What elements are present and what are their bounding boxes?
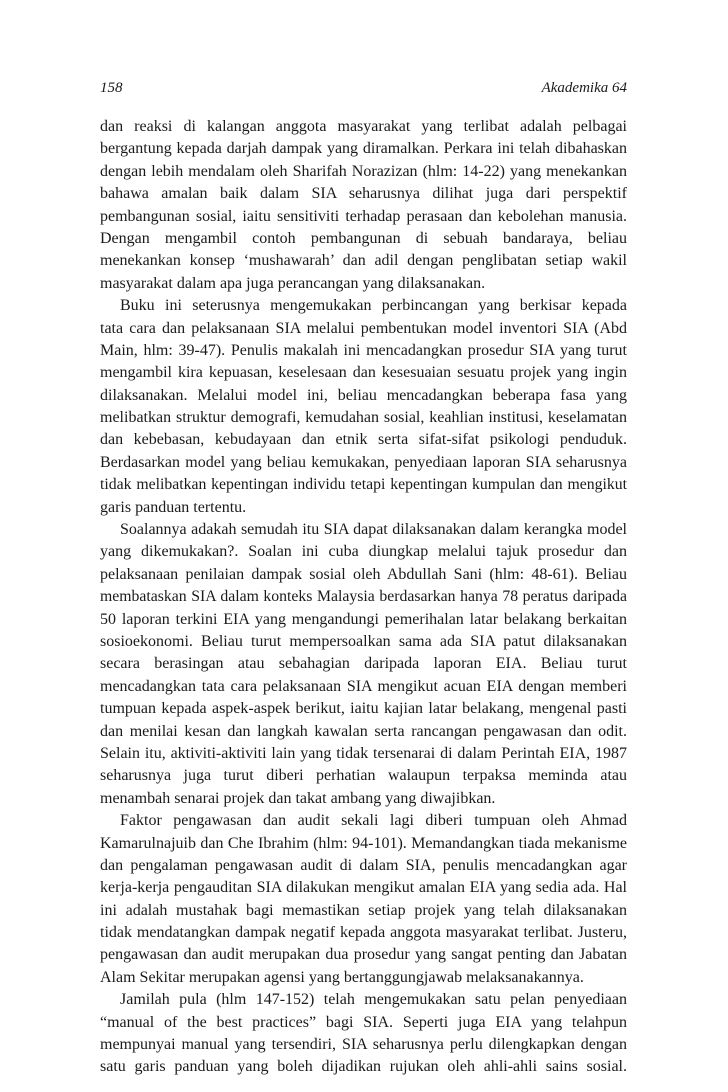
text-line: bergantung kepada darjah dampak yang diramalkan. Perkara ini telah dibahaskan bbox=[100, 140, 627, 158]
text-line: Jamilah pula (hlm 147-152) telah mengemukakan satu pelan penyediaan bbox=[120, 991, 627, 1009]
text-line: sosioekonomi. Beliau turut mempersoalkan sama ada SIA patut dilaksanakan bbox=[100, 632, 627, 650]
text-line: mencadangkan tata cara pelaksanaan SIA mengikut acuan EIA dengan memberi bbox=[100, 677, 627, 695]
text-line: Buku ini seterusnya mengemukakan perbincangan yang berkisar kepada bbox=[120, 297, 627, 315]
text-line: Dengan mengambil contoh pembangunan di sebuah bandaraya, beliau bbox=[100, 229, 627, 247]
text-line: satu garis panduan yang boleh dijadikan rujukan oleh ahli-ahli sains sosial. bbox=[100, 1058, 627, 1076]
text-line: tidak melibatkan kepentingan individu tetapi kepentingan kumpulan dan mengikut bbox=[100, 476, 627, 494]
text-line: menekankan konsep ‘mushawarah’ dan adil dengan penglibatan setiap wakil bbox=[100, 252, 627, 270]
text-line: kerja-kerja pengauditan SIA dilakukan mengikut amalan EIA yang sedia ada. Hal bbox=[100, 879, 627, 897]
text-line: ini adalah mustahak bagi memastikan setiap projek yang telah dilaksanakan bbox=[100, 901, 627, 919]
text-line: garis panduan tertentu. bbox=[100, 498, 247, 516]
text-line: bahawa amalan baik dalam SIA seharusnya dilihat juga dari perspektif bbox=[100, 185, 627, 203]
text-line: dengan lebih mendalam oleh Sharifah Norazizan (hlm: 14-22) yang menekankan bbox=[100, 162, 627, 180]
text-line: yang dikemukakan?. Soalan ini cuba diungkap melalui tajuk prosedur dan bbox=[100, 543, 627, 561]
text-line: pelaksanaan penilaian dampak sosial oleh Abdullah Sani (hlm: 48-61). Beliau bbox=[100, 565, 627, 583]
text-line: tumpuan kepada aspek-aspek berikut, iaitu kajian latar belakang, mengenal pasti bbox=[100, 700, 627, 718]
page-header bbox=[100, 80, 627, 100]
text-line: secara berasingan atau sebahagian daripada laporan EIA. Beliau turut bbox=[100, 655, 627, 673]
body-text bbox=[100, 116, 627, 1079]
text-line: melibatkan struktur demografi, kemudahan sosial, keahlian institusi, keselamatan bbox=[100, 409, 627, 427]
text-line: Selain itu, aktiviti-aktiviti lain yang tidak tersenarai di dalam Perintah EIA, 1987 bbox=[100, 744, 627, 762]
text-line: membataskan SIA dalam konteks Malaysia berdasarkan hanya 78 peratus daripada bbox=[100, 588, 627, 606]
text-line: dan pengalaman pengawasan audit di dalam SIA, penulis mencadangkan agar bbox=[100, 856, 627, 874]
text-line: dilaksanakan. Melalui model ini, beliau mencadangkan beberapa fasa yang bbox=[100, 386, 627, 404]
text-line: Kamarulnajuib dan Che Ibrahim (hlm: 94-101). Memandangkan tiada mekanisme bbox=[100, 834, 627, 852]
text-line: tata cara dan pelaksanaan SIA melalui pembentukan model inventori SIA (Abd bbox=[100, 319, 627, 337]
text-line: Berdasarkan model yang beliau kemukakan, penyediaan laporan SIA seharusnya bbox=[100, 453, 627, 471]
text-line: dan reaksi di kalangan anggota masyarakat yang terlibat adalah pelbagai bbox=[100, 118, 627, 135]
text-line: “manual of the best practices” bagi SIA. Seperti juga EIA yang telahpun bbox=[100, 1013, 627, 1031]
text-line: pengawasan dan audit merupakan dua prosedur yang sangat penting dan Jabatan bbox=[100, 946, 627, 964]
text-line: Faktor pengawasan dan audit sekali lagi diberi tumpuan oleh Ahmad bbox=[120, 812, 627, 830]
text-line: mempunyai manual yang tersendiri, SIA seharusnya perlu dilengkapkan dengan bbox=[100, 1036, 627, 1054]
text-line: dan kebebasan, kebudayaan dan etnik serta sifat-sifat psikologi penduduk. bbox=[100, 431, 627, 449]
text-line: Alam Sekitar merupakan agensi yang bertanggungjawab melaksanakannya. bbox=[100, 968, 584, 986]
text-line: masyarakat dalam apa juga perancangan yang dilaksanakan. bbox=[100, 274, 486, 292]
text-line: tidak mendatangkan dampak negatif kepada anggota masyarakat terlibat. Justeru, bbox=[100, 924, 627, 942]
text-line: Main, hlm: 39-47). Penulis makalah ini mencadangkan prosedur SIA yang turut bbox=[100, 341, 627, 359]
text-line: mengambil kira kepuasan, keselesaan dan kesesuaian sesuatu projek yang ingin bbox=[100, 364, 627, 382]
text-line: menambah senarai projek dan takat ambang yang diwajibkan. bbox=[100, 789, 496, 807]
text-line: pembangunan sosial, iaitu sensitiviti terhadap perasaan dan kebolehan manusia. bbox=[100, 207, 627, 225]
running-head: Akademika 64 bbox=[541, 80, 627, 96]
page-number: 158 bbox=[100, 80, 123, 96]
text-line: seharusnya juga turut diberi perhatian walaupun terpaksa meminda atau bbox=[100, 767, 627, 785]
text-line: dan menilai kesan dan langkah kawalan serta rancangan pengawasan dan odit. bbox=[100, 722, 627, 740]
text-line: Soalannya adakah semudah itu SIA dapat dilaksanakan dalam kerangka model bbox=[120, 521, 627, 539]
text-line: 50 laporan terkini EIA yang mengandungi pemerihalan latar belakang berkaitan bbox=[100, 610, 627, 628]
